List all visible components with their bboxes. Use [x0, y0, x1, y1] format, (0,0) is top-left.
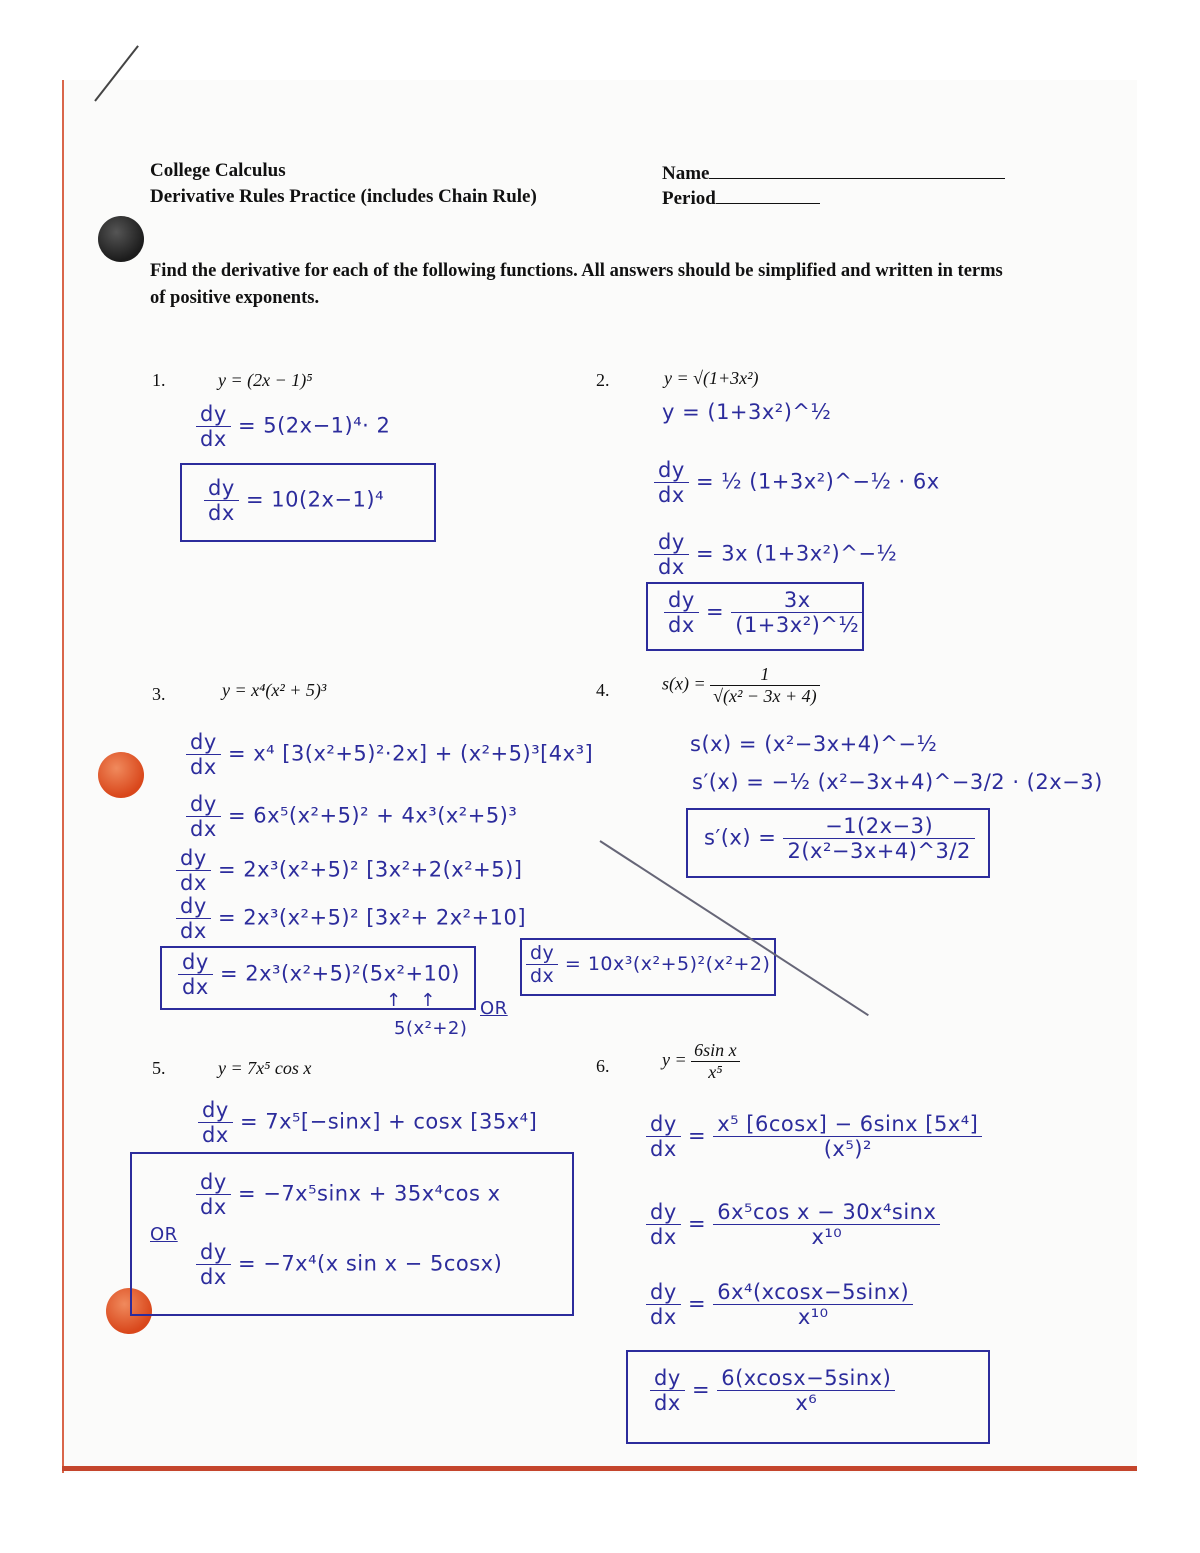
derivative-fraction: $\frac{dy}{dx}$ — [196, 1240, 231, 1289]
derivative-fraction: $\frac{dy}{dx}$ — [654, 458, 689, 507]
problem-6-step-2-fraction: $\frac{\text{6x⁵cos x − 30x⁴sinx}}{\text{x¹⁰}}$ — [713, 1200, 940, 1249]
problem-2-number: 2. — [596, 370, 610, 390]
problem-3-number: 3. — [152, 684, 166, 704]
derivative-fraction: $\frac{dy}{dx}$ — [646, 1280, 681, 1329]
problem-3-function: y = x⁴(x² + 5)³ — [222, 680, 327, 700]
derivative-fraction: $\frac{dy}{dx}$ — [186, 792, 221, 841]
problem-2-step-2: $\frac{dy}{dx}$ = ½ (1+3x²)^−½ · 6x — [654, 458, 940, 507]
derivative-fraction: $\frac{dy}{dx}$ — [664, 588, 699, 637]
problem-5-step-1: $\frac{dy}{dx}$ = 7x⁵[−sinx] + cosx [35x⁴] — [198, 1098, 537, 1147]
problem-3-answer: $\frac{dy}{dx}$ = 2x³(x²+5)²(5x²+10) — [178, 950, 460, 999]
problem-3-step-1: $\frac{dy}{dx}$ = x⁴ [3(x²+5)²·2x] + (x²+5)³[4x³] — [186, 730, 593, 779]
problem-3-factor-note: 5(x²+2) — [394, 1018, 468, 1039]
period-field — [662, 187, 820, 210]
derivative-fraction: $\frac{dy}{dx}$ — [176, 894, 211, 943]
problem-6-step-1-fraction: $\frac{\text{x⁵ [6cosx] − 6sinx [5x⁴]}}{\text{(x⁵)²}}$ — [713, 1112, 982, 1161]
problem-6-function-fraction: $\frac{\text{6sin x}}{\text{x⁵}}$ — [691, 1040, 740, 1083]
problem-3-or-label: OR — [480, 998, 508, 1019]
derivative-fraction: $\frac{dy}{dx}$ — [196, 402, 231, 451]
problem-2-answer-fraction: $\frac{3x}{\text{(1+3x²)\textasciicircum{}½}}$ — [731, 588, 863, 637]
problem-2-function: y = √(1+3x²) — [664, 368, 759, 388]
problem-5-function: y = 7x⁵ cos x — [218, 1058, 312, 1078]
period-blank — [716, 187, 820, 204]
problem-6-step-1: $\frac{dy}{dx}$ = $\frac{\text{x⁵ [6cosx] − 6sinx [5x⁴]}}{\text{(x⁵)²}}$ — [646, 1112, 982, 1161]
binder-hole-middle — [98, 752, 144, 798]
problem-6-answer-fraction: $\frac{6(xcosx-5\sin x)}{\text{x⁶}}$ — [717, 1366, 895, 1415]
period-label: Period — [662, 188, 716, 209]
instructions: Find the derivative for each of the following functions. All answers should be simplified and written in terms of positive exponents. — [150, 261, 1003, 308]
derivative-fraction: $\frac{dy}{dx}$ — [204, 476, 239, 525]
derivative-fraction: $\frac{dy}{dx}$ — [196, 1170, 231, 1219]
derivative-fraction: $\frac{dy}{dx}$ — [178, 950, 213, 999]
binder-hole-top — [98, 216, 144, 262]
arrow-icons: ↑ ↑ — [386, 990, 436, 1011]
bottom-edge — [62, 1466, 1137, 1471]
derivative-fraction: $\frac{dy}{dx}$ — [186, 730, 221, 779]
problem-5-answer: $\frac{dy}{dx}$ = −7x⁵sinx + 35x⁴cos x — [196, 1170, 501, 1219]
derivative-fraction: $\frac{dy}{dx}$ — [646, 1200, 681, 1249]
problem-1-number: 1. — [152, 370, 166, 390]
problem-1-step-1: $\frac{dy}{dx}$ = 5(2x−1)⁴· 2 — [196, 402, 390, 451]
problem-4-function-fraction: $\frac{1}{\text{√(x² − 3x + 4)}}$ — [710, 664, 820, 707]
problem-6-step-3-fraction: $\frac{\text{6x⁴(xcosx−5sinx)}}{\text{x¹⁰}}$ — [713, 1280, 913, 1329]
problem-6-function: y = $\frac{\text{6sin x}}{\text{x⁵}}$ — [662, 1040, 740, 1083]
name-label: Name — [662, 163, 710, 184]
problem-3-step-3: $\frac{dy}{dx}$ = 2x³(x²+5)² [3x²+2(x²+5)] — [176, 846, 522, 895]
problem-6-step-3: $\frac{dy}{dx}$ = $\frac{\text{6x⁴(xcosx−5sinx)}}{\text{x¹⁰}}$ — [646, 1280, 913, 1329]
derivative-fraction: $\frac{dy}{dx}$ — [654, 530, 689, 579]
problem-3-alt-answer: $\frac{dy}{dx}$ = 10x³(x²+5)²(x²+2) — [526, 942, 770, 987]
problem-3-step-2: $\frac{dy}{dx}$ = 6x⁵(x²+5)² + 4x³(x²+5)³ — [186, 792, 517, 841]
derivative-fraction: $\frac{dy}{dx}$ — [198, 1098, 233, 1147]
problem-4-answer-fraction: $\frac{-1(2x-3)}{\text{2(x²−3x+4)\textasciicircum{}3/2}}$ — [783, 814, 974, 863]
course-title: College Calculus — [150, 160, 286, 181]
problem-1-function: y = (2x − 1)⁵ — [218, 370, 313, 390]
problem-5-number: 5. — [152, 1058, 166, 1078]
problem-2-step-1: y = (1+3x²)^½ — [662, 400, 832, 424]
problem-4-number: 4. — [596, 680, 610, 700]
problem-2-step-3: $\frac{dy}{dx}$ = 3x (1+3x²)^−½ — [654, 530, 897, 579]
derivative-fraction: $\frac{dy}{dx}$ — [176, 846, 211, 895]
worksheet-subtitle: Derivative Rules Practice (includes Chain Rule) — [150, 186, 537, 207]
problem-5-alt-answer: $\frac{dy}{dx}$ = −7x⁴(x sin x − 5cosx) — [196, 1240, 502, 1289]
margin-line — [62, 80, 64, 1473]
problem-4-function: s(x) = $\frac{1}{\text{√(x² − 3x + 4)}}$ — [662, 664, 820, 707]
derivative-fraction: $\frac{dy}{dx}$ — [650, 1366, 685, 1415]
derivative-fraction: $\frac{dy}{dx}$ — [646, 1112, 681, 1161]
problem-3-step-4: $\frac{dy}{dx}$ = 2x³(x²+5)² [3x²+ 2x²+10] — [176, 894, 526, 943]
problem-1-answer: $\frac{dy}{dx}$ = 10(2x−1)⁴ — [204, 476, 384, 525]
problem-5-or-label: OR — [150, 1224, 178, 1245]
problem-4-step-1: s(x) = (x²−3x+4)^−½ — [690, 732, 938, 756]
name-blank — [709, 162, 1005, 179]
name-field — [662, 162, 1005, 185]
problem-6-step-2: $\frac{dy}{dx}$ = $\frac{\text{6x⁵cos x − 30x⁴sinx}}{\text{x¹⁰}}$ — [646, 1200, 940, 1249]
derivative-fraction: $\frac{dy}{dx}$ — [526, 942, 558, 987]
problem-4-answer: s′(x) = $\frac{-1(2x-3)}{\text{2(x²−3x+4)\textasciicircum{}3/2}}$ — [704, 814, 975, 863]
problem-4-step-2: s′(x) = −½ (x²−3x+4)^−3/2 · (2x−3) — [692, 770, 1103, 794]
problem-6-number: 6. — [596, 1056, 610, 1076]
problem-2-answer: $\frac{dy}{dx}$ = $\frac{3x}{\text{(1+3x²)\textasciicircum{}½}}$ — [664, 588, 863, 637]
problem-6-answer: $\frac{dy}{dx}$ = $\frac{6(xcosx-5\sin x)}{\text{x⁶}}$ — [650, 1366, 895, 1415]
